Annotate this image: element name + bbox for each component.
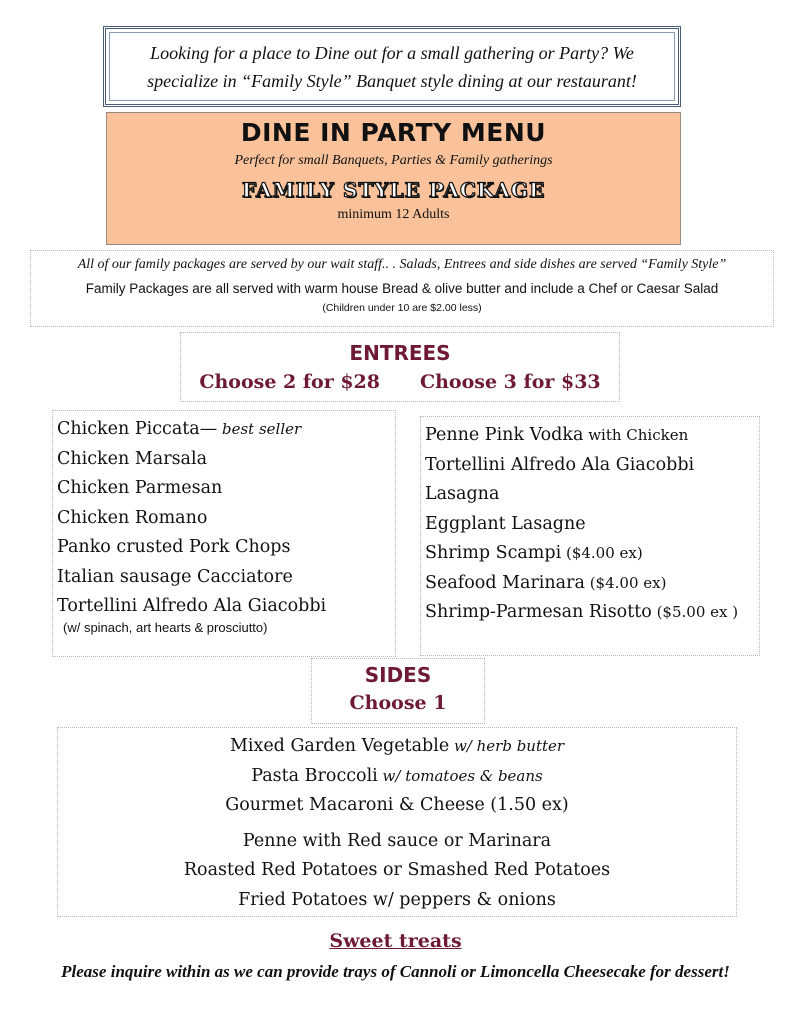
sweet-treats-title: Sweet treats: [329, 930, 462, 952]
list-item: [425, 539, 759, 569]
list-item: [425, 598, 759, 628]
entree-name: Shrimp Scampi: [425, 543, 562, 563]
list-item: [425, 480, 759, 510]
entree-name: Italian sausage Cacciatore: [57, 566, 293, 587]
intro-notice-line-1: Looking for a place to Dine out for a small gathering or Party? We: [150, 42, 634, 63]
children-discount-note: (Children under 10 are $2.00 less): [322, 302, 482, 314]
side-name: Penne with Red sauce or Marinara: [242, 830, 552, 851]
entree-extra: ($5.00 ex ): [651, 603, 739, 621]
list-item: [58, 827, 736, 857]
list-item: [57, 474, 395, 504]
entree-extra: with Chicken: [583, 426, 689, 444]
package-info-box: [30, 250, 774, 327]
list-item: [57, 415, 395, 445]
entree-list-right: [420, 416, 760, 656]
list-item: [425, 510, 759, 540]
list-item: [57, 504, 395, 534]
list-item: [58, 856, 736, 886]
price-option-choose-2: Choose 2 for $28: [199, 371, 380, 393]
intro-notice-box: [103, 26, 681, 107]
list-item: [425, 451, 759, 481]
sides-heading-box: [311, 658, 485, 724]
entree-name: Panko crusted Pork Chops: [57, 537, 291, 557]
package-info-line-1: All of our family packages are served by our wait staff.. . Salads, Entrees and side dishes are served “Family Style”: [77, 257, 727, 272]
sides-title: SIDES: [364, 663, 432, 687]
sides-choose-label: Choose 1: [349, 692, 447, 714]
side-name: Pasta Broccoli: [251, 765, 378, 786]
sides-list: [57, 727, 737, 917]
entree-note: best seller: [217, 420, 302, 438]
list-item: [58, 791, 736, 821]
dessert-note: Please inquire within as we can provide trays of Cannoli or Limoncella Cheesecake for dessert!: [61, 962, 730, 981]
menu-title: DINE IN PARTY MENU: [240, 118, 547, 147]
list-item: [57, 592, 395, 622]
side-name: Mixed Garden Vegetable: [229, 736, 450, 756]
side-note: w/ tomatoes & beans: [377, 766, 543, 785]
side-note: w/ herb butter: [449, 737, 565, 755]
side-name: Gourmet Macaroni & Cheese (1.50 ex): [225, 795, 569, 815]
list-item: [425, 569, 759, 599]
entree-extra: ($4.00 ex): [561, 544, 643, 562]
entree-extra: ($4.00 ex): [584, 573, 667, 592]
entree-name: Shrimp-Parmesan Risotto: [425, 602, 652, 622]
entrees-price-options: [181, 371, 619, 393]
menu-subtitle: Perfect for small Banquets, Parties & Family gatherings: [234, 153, 553, 168]
entrees-heading-box: [180, 332, 620, 402]
entree-name: Eggplant Lasagne: [425, 513, 586, 534]
price-option-choose-3: Choose 3 for $33: [420, 371, 601, 393]
list-item: [58, 762, 736, 792]
list-item: [57, 533, 395, 563]
side-name: Roasted Red Potatoes or Smashed Red Potatoes: [183, 860, 611, 880]
package-title: FAMILY STYLE PACKAGE: [241, 178, 546, 202]
entree-name: Penne Pink Vodka: [425, 425, 584, 445]
entree-name: Chicken Marsala: [57, 448, 208, 469]
entree-name: Tortellini Alfredo Ala Giacobbi: [57, 596, 327, 616]
entree-name: Chicken Parmesan: [57, 478, 223, 498]
list-item: [58, 732, 736, 762]
entree-name: Chicken Romano: [57, 507, 208, 528]
package-minimum: minimum 12 Adults: [337, 207, 450, 222]
tortellini-subnote: (w/ spinach, art hearts & prosciutto): [63, 619, 268, 635]
intro-notice-line-2: specialize in “Family Style” Banquet style dining at our restaurant!: [147, 70, 637, 91]
list-item: [58, 886, 736, 916]
entree-name: Lasagna: [425, 484, 500, 504]
entrees-title: ENTREES: [349, 341, 451, 365]
list-item: [57, 563, 395, 593]
package-info-line-2: Family Packages are all served with warm house Bread & olive butter and include a Chef or Caesar Salad: [85, 281, 719, 296]
entree-list-left: [52, 410, 396, 657]
entree-name: Seafood Marinara: [425, 572, 585, 593]
side-name: Fried Potatoes w/ peppers & onions: [238, 889, 556, 910]
list-item: [425, 421, 759, 451]
list-item: [57, 445, 395, 475]
menu-header: [106, 112, 681, 245]
entree-name: Chicken Piccata—: [57, 419, 218, 439]
entree-name: Tortellini Alfredo Ala Giacobbi: [425, 454, 695, 475]
